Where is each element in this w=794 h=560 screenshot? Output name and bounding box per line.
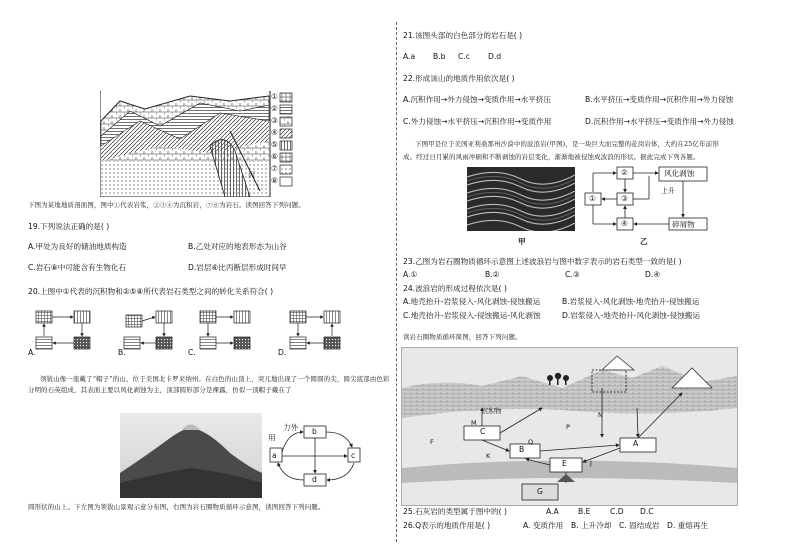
- svg-text:丙: 丙: [248, 171, 255, 179]
- cycle2-node-3: ③: [621, 194, 628, 203]
- cycle2-weathering: 风化剥蚀: [664, 169, 695, 178]
- legend-num-6: ⑥: [271, 152, 278, 161]
- q21-option-b[interactable]: B.b: [433, 52, 446, 61]
- passage4: 读岩石圈物质循环简图，回答下列问题。: [403, 333, 522, 341]
- cycle-label-up: 力外: [283, 423, 299, 432]
- geologic-section-figure: [100, 91, 310, 197]
- cycle3-label-j: J: [590, 459, 592, 467]
- q22-option-b[interactable]: B.水平挤压→变质作用→沉积作用→外力侵蚀: [585, 95, 734, 104]
- cycle2-uplift: 上升: [661, 187, 675, 195]
- cycle2-node-2: ②: [621, 168, 628, 177]
- q21-option-c[interactable]: C.c: [458, 52, 470, 61]
- legend-num-1: ①: [271, 92, 278, 101]
- q20-label-c[interactable]: C.: [188, 348, 196, 357]
- fig-yi-label: 乙: [640, 237, 648, 246]
- q20-stem: 20.上图中①代表的沉积物和②⑤⑧所代表岩石类型之间的转化关系符合( ): [28, 287, 274, 296]
- q24-option-d[interactable]: D.岩浆侵入-地壳抬升-风化剥蚀-侵蚀搬运: [562, 311, 700, 320]
- q24-option-c[interactable]: C.地壳抬升-岩浆侵入-侵蚀搬运-风化剥蚀: [403, 311, 541, 320]
- q24-option-a[interactable]: A.地壳抬升-岩浆侵入-风化剥蚀-侵蚀搬运: [403, 297, 541, 306]
- q26-option-d[interactable]: D. 重熔再生: [667, 521, 709, 530]
- passage2: 领钹山像一座戴了“帽子”的山，位于美国北卡罗来纳州。在白色的山顶上，突兀地出现了一个圆圆的尖，圆尖底部由色彩分明的石英组成，其表面主要以风化剥蚀为主，顶部圆形部分是裸露，仿似一顶帽子戴在了: [28, 375, 390, 394]
- q25-stem: 25.石灰岩的类型属于图中的( ): [403, 507, 507, 516]
- q20-diagrams: [28, 305, 368, 360]
- q24-option-b[interactable]: B.岩浆侵入-风化剥蚀-地壳抬升-侵蚀搬运: [562, 297, 700, 306]
- legend-num-2: ②: [271, 104, 278, 113]
- cycle-label-down: 用: [268, 433, 276, 442]
- wave-rock-photo: [467, 167, 575, 231]
- cycle3-label-q: Q: [528, 438, 534, 446]
- mountain-photo: [120, 413, 262, 498]
- q26-option-c[interactable]: C. 固结成岩: [619, 521, 660, 530]
- cycle3-box-e: E: [562, 459, 567, 468]
- legend-num-7: ⑦: [271, 164, 278, 173]
- cycle-node-c: c: [351, 451, 356, 460]
- q20-label-a[interactable]: A.: [28, 348, 36, 357]
- passage2-end: 圆形状的山上。下左图为领钹山景观示意分布图，右图为岩石圈物质循环示意图，读图回答下列问题。: [28, 503, 325, 511]
- q26-option-b[interactable]: B. 上升冷却: [571, 521, 612, 530]
- q23-option-b[interactable]: B.②: [485, 270, 500, 279]
- q23-stem: 23.乙图为岩石圈物质循环示意图上述波浪岩与图中数字表示的岩石类型一致的是( ): [403, 257, 682, 266]
- cycle2-sediment: 碎屑物: [672, 220, 695, 229]
- q21-option-a[interactable]: A.a: [403, 52, 416, 61]
- q22-option-a[interactable]: A.沉积作用→外力侵蚀→变质作用→水平挤压: [403, 95, 552, 104]
- q19-option-a[interactable]: A.甲处为良好的储油地质构造: [28, 242, 127, 251]
- cycle3-label-m: M: [471, 419, 477, 427]
- q25-option-b[interactable]: B.E: [578, 507, 591, 516]
- legend-num-5: ⑤: [271, 140, 278, 149]
- cycle3-label-k: K: [486, 452, 491, 460]
- q25-option-d[interactable]: D.C: [640, 507, 654, 516]
- q26-stem: 26.Q表示的地质作用是( ): [403, 521, 491, 530]
- q21-option-d[interactable]: D.d: [488, 52, 502, 61]
- cycle3-box-b: B: [519, 445, 525, 454]
- rock-cycle-yi: [583, 164, 723, 234]
- fig1-caption: 下图为某地地质剖面图，图中①代表岩浆，②③④为沉积岩，⑦⑧为岩石。读图回答下列问题。: [28, 201, 305, 209]
- column-divider: [396, 22, 397, 542]
- legend-num-8: ⑧: [271, 176, 278, 185]
- q22-stem: 22.形成该山的地质作用依次是( ): [403, 74, 515, 83]
- cycle-node-b: b: [312, 427, 317, 436]
- q23-option-c[interactable]: C.③: [565, 270, 580, 279]
- cycle3-label-n: N: [598, 411, 603, 419]
- q25-option-c[interactable]: C.D: [610, 507, 624, 516]
- q25-option-a[interactable]: A.A: [546, 507, 559, 516]
- cycle3-label-f: F: [430, 438, 434, 446]
- q24-stem: 24.波浪岩的形成过程依次是( ): [403, 284, 507, 293]
- q26-option-a[interactable]: A. 变质作用: [523, 521, 564, 530]
- cycle3-box-g: G: [537, 487, 543, 496]
- cycle2-node-4: ④: [621, 219, 628, 228]
- q22-option-d[interactable]: D.沉积作用→水平挤压→变质作用→外力侵蚀: [585, 117, 734, 126]
- fig-jia-label: 甲: [518, 237, 526, 246]
- q20-label-d[interactable]: D.: [278, 348, 287, 357]
- q21-stem: 21.该图头部的白色部分的岩石是( ): [403, 31, 523, 40]
- q19-option-c[interactable]: C.岩石⑧中可能含有生物化石: [28, 263, 127, 272]
- cycle3-box-a: A: [633, 439, 639, 448]
- cycle3-label-sediment: 沉积物: [482, 407, 502, 415]
- passage3-line1: 下图甲是位于美国亚利桑那州沙漠中的波浪岩(甲图)，是一块巨大而完整的花岗岩体，大约在25亿年前形: [415, 140, 719, 148]
- legend-num-4: ④: [271, 128, 278, 137]
- cycle3-box-c: C: [480, 427, 486, 436]
- q23-option-d[interactable]: D.④: [645, 270, 661, 279]
- passage3-line2: 成。经过日月累的风雨冲刷和不断剥蚀的岩层变化，渐渐地被侵蚀成波浪的形状。据此完成下列各题。: [403, 153, 700, 161]
- q20-label-b[interactable]: B.: [118, 348, 126, 357]
- cycle2-node-1: ①: [589, 194, 596, 203]
- q19-option-d[interactable]: D.岩层⑥比丙断层形成时间早: [188, 263, 287, 272]
- cycle-node-d: d: [312, 475, 317, 484]
- cycle-node-a: a: [272, 451, 277, 460]
- q23-option-a[interactable]: A.①: [403, 270, 418, 279]
- legend-num-3: ③: [271, 116, 278, 125]
- q19-option-b[interactable]: B.乙处对应的地表形态为山谷: [188, 242, 287, 251]
- cycle3-label-p: P: [566, 423, 570, 431]
- q19-stem: 19.下列说法正确的是( ): [28, 222, 110, 231]
- q22-option-c[interactable]: C.外力侵蚀→水平挤压→沉积作用→变质作用: [403, 117, 552, 126]
